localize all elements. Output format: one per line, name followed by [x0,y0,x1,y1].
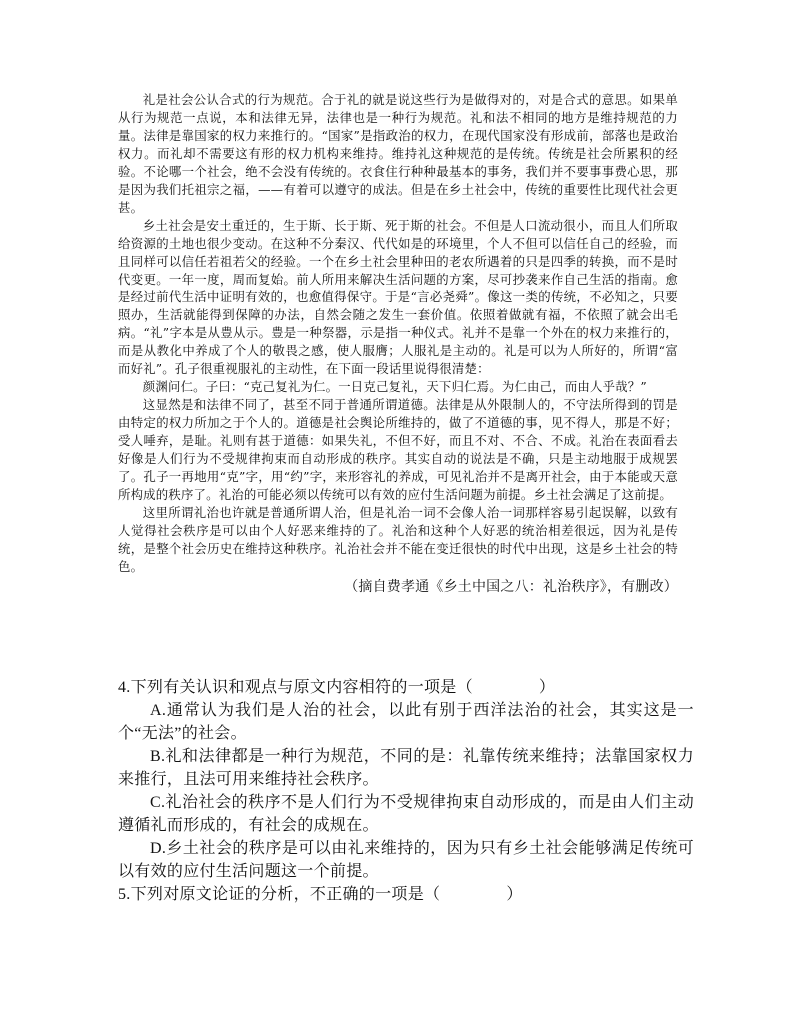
question-5-text: 5.下列对原文论证的分析，不正确的一项是（ [118,886,441,903]
passage-paragraph-2: 乡土社会是安土重迁的，生于斯、长于斯、死于斯的社会。不但是人口流动很小，而且人们所取给资源的土地也很少变动。在这种不分秦汉、代代如是的环境里，个人不但可以信任自己的经验，而且同样可以信任若祖若父的经验。一个在乡土社会里种田的老农所遇着的只是四季的转换，而不是时代变更。一年一度，周而复始。前人所用来解决生活问题的方案，尽可抄袭来作自己生活的指南。愈是经过前代生活中证明有效的，也愈值得保守。于是“言必尧舜”。像这一类的传统，不必知之，只要照办，生活就能得到保障的办法，自然会随之发生一套价值。依照着做就有福，不依照了就会出毛病。“礼”字本是从豊从示。豊是一种祭器，示是指一种仪式。礼并不是靠一个外在的权力来推行的，而是从教化中养成了个人的敬畏之感，使人服膺；人服礼是主动的。礼是可以为人所好的，所谓“富而好礼”。孔子很重视服礼的主动性，在下面一段话里说得很清楚： [118,217,678,377]
question-4-option-a: A.通常认为我们是人治的社会，以此有别于西洋法治的社会，其实这是一个“无法”的社会。 [118,702,694,742]
passage-source: （摘自费孝通《乡土中国之八：礼治秩序》，有删改） [344,579,678,595]
question-4-stem [118,676,694,699]
question-4-option-b: B.礼和法律都是一种行为规范，不同的是：礼靠传统来维持；法靠国家权力来推行，且法可用来维持社会秩序。 [118,748,694,788]
question-4-close-paren: ） [538,679,556,696]
question-5-stem [118,883,694,906]
question-5-close-paren: ） [506,886,523,903]
passage-paragraph-5: 这里所谓礼治也许就是普通所谓人治，但是礼治一词不会像人治一词那样容易引起误解，以致有人觉得社会秩序是可以由个人好恶来维持的了。礼治和这种个人好恶的统治相差很远，因为礼是传统，是整个社会历史在维持这种秩序。礼治社会并不能在变迁很快的时代中出现，这是乡土社会的特色。 [118,504,678,574]
question-4-text: 4.下列有关认识和观点与原文内容相符的一项是（ [118,679,473,696]
passage-quote-paragraph: 颜渊问仁。子曰：“克己复礼为仁。一日克己复礼，天下归仁焉。为仁由己，而由人乎哉？” [142,379,647,395]
question-5 [118,883,694,906]
passage-paragraph-1: 礼是社会公认合式的行为规范。合于礼的就是说这些行为是做得对的，对是合式的意思。如果单从行为规范一点说，本和法律无异，法律也是一种行为规范。礼和法不相同的地方是维持规范的力量。法律是靠国家的权力来推行的。“国家”是指政治的权力，在现代国家没有形成前，部落也是政治权力。而礼却不需要这有形的权力机构来维持。维持礼这种规范的是传统。传统是社会所累积的经验。不论哪一个社会，绝不会没有传统的。衣食住行种种最基本的事务，我们并不要事事费心思，那是因为我们托祖宗之福，——有着可以遵守的成法。但是在乡土社会中，传统的重要性比现代社会更甚。 [118,92,678,215]
question-4 [118,676,694,883]
question-section [118,676,694,906]
passage-paragraph-4: 这显然是和法律不同了，甚至不同于普通所谓道德。法律是从外限制人的，不守法所得到的罚是由特定的权力所加之于个人的。道德是社会舆论所维持的，做了不道德的事，见不得人，那是不好；受人唾弃，是耻。礼则有甚于道德：如果失礼，不但不好，而且不对、不合、不成。礼治在表面看去好像是人们行为不受规律拘束而自动形成的秩序。其实自动的说法是不确，只是主动地服于成规罢了。孔子一再地用“克”字，用“约”字，来形容礼的养成，可见礼治并不是离开社会，由于本能或天意所构成的秩序了。礼治的可能必须以传统可以有效的应付生活问题为前提。乡土社会满足了这前提。 [118,397,678,502]
question-4-option-c: C.礼治社会的秩序不是人们行为不受规律拘束自动形成的，而是由人们主动遵循礼而形成的，有社会的成规在。 [118,794,694,834]
reading-passage [118,91,678,598]
question-4-option-d: D.乡土社会的秩序是可以由礼来维持的，因为只有乡土社会能够满足传统可以有效的应付生活问题这一个前提。 [118,840,694,880]
